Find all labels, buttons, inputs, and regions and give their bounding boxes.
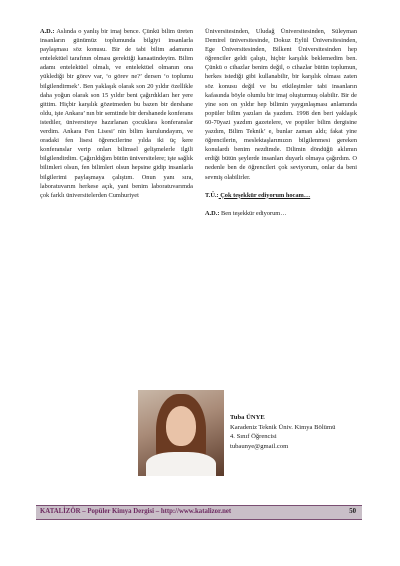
closing-answer-text: Ben teşekkür ediyorum… — [219, 209, 287, 217]
author-photo — [138, 390, 224, 476]
answer-paragraph — [40, 27, 193, 200]
speaker-label: A.D.: — [40, 28, 55, 35]
question-speaker: T.Ü.: — [205, 191, 219, 199]
page-footer — [36, 505, 362, 520]
left-column — [40, 27, 193, 200]
footer-title: KATALİZÖR – Popüler Kimya Dergisi – http://www.katalizor.net — [40, 508, 232, 515]
answer-speaker: A.D.: — [205, 209, 220, 217]
right-column — [205, 27, 357, 218]
author-email: tubaunye@gmail.com — [230, 443, 289, 451]
closing-question — [205, 191, 357, 200]
closing-answer — [205, 209, 357, 218]
author-name: Tuba ÜNYE — [230, 414, 265, 421]
author-department: Karadeniz Teknik Üniv. Kimya Bölümü — [230, 423, 336, 431]
author-info — [230, 413, 360, 452]
question-text: Çok teşekkür ediyorum hocam… — [218, 191, 311, 199]
answer-text: Aslında o yanlış bir imaj bence. Çünkü bilim üreten insanların günümüz toplumunda bilgiyi insanlarla paylaşması söz konusu. Bir de tabi bilim adamının entelektüel tarafının olması gerektiği kanaatindeyim. Bilim adamı entelektüel olmalı, ve entelektüel olmanın ona yüklediği bir görev var, ‘o görev ne?’ dersen ‘o toplumu bilgilendirmek’. Ben yaklaşık olarak son 20 yıldır özellikle daha yoğun olarak son 15 yıldır beni çağırdıkları her yere gittim. Hiçbir karşılık gözetmeden bu bazen bir dershane oldu, işte Ankara’ nın bir semtinde bir dershanede konferans istediler, üniversiteye hazırlanan çocuklara konferanslar verdim. Ankara Fen Lisesi’ nin bilim kurulundayım, ve oradaki fen lisesi öğrencilerine yılda iki üç kere konferanslar verip onları bilimsel gelişmelerle ilgili bilgilendirdim. Çağırıldığım bütün üniversitelere; işte sağlık bilimleri olsun, fen bilimleri olsun hepsine gidip insanlarla bilgilerimi paylaşmaya çalıştım. Onun yanı sıra, laboratuvarım herkese açık, yani benim laboratuvarımda çok farklı üniversitelerden Cumhuriyet — [40, 28, 193, 199]
page-number: 50 — [349, 508, 356, 515]
author-year: 4. Sınıf Öğrencisi — [230, 433, 277, 441]
continued-paragraph: Üniversitesinden, Uludağ Üniversitesinden, Süleyman Demirel üniversitesinde, Dokuz Eylül Üniversitesinden, Ege Üniversitesinden, Bilkent Üniversitesinden hep öğrenciler geldi çalıştı, hiçbir karşılık beklemedim ben. Çünkü o cihazlar benim değil, o cihazlar bütün toplumun, herkes istediği gibi kullanabilir, bir karşılık olması zaten söz konusu değil ve bu etkileşimler tabi insanların kafasında böyle olumlu bir imaj oluşturmuş olabilir. Bir de yine son on yıldır hep bilimin yaygınlaşması anlamında popüler bilim yazıları da yazdım. 1998 den beri yaklaşık 60-70yazi yazdım gazetelere, ve popüler bilim dergisine yazdım, Bilim Teknik’ e, bunlar zaman aldı; fakat yine öğrencilerin, meslektaşlarımızın bilgilenmesi gereken konulardı benim nezdimde. Dilimin döndüğü aklımın erdiği bütün şeylerde insanları duyarlı olmaya çağırdım. O nedenle ben de öğrencileri çok seviyorum, onlar da beni sevmiş olabilirler. — [205, 28, 357, 181]
